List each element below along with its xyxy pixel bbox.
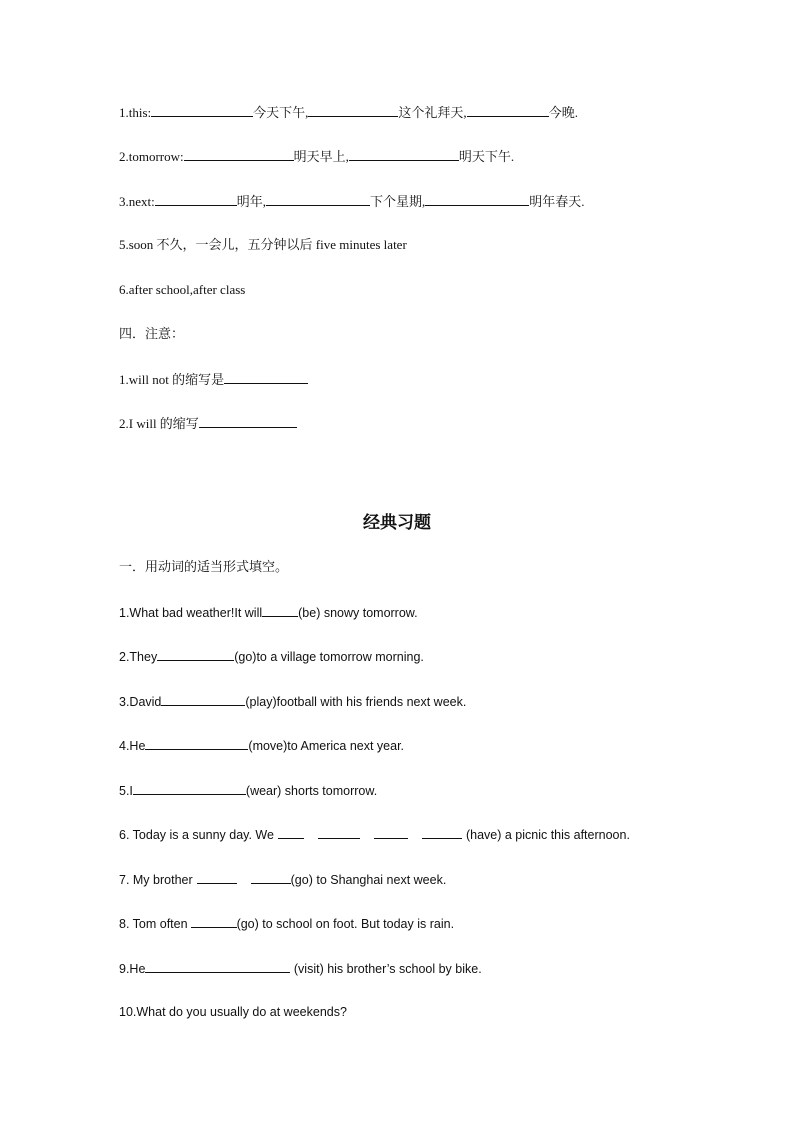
answer-blank[interactable] [151, 103, 253, 117]
vocab-label: 3.next: [119, 194, 155, 209]
answer-blank[interactable] [262, 603, 298, 617]
question-7 [119, 870, 446, 889]
answer-blank[interactable] [374, 825, 408, 839]
question-9 [119, 959, 482, 978]
question-text: (go) to school on foot. But today is rain. [236, 917, 455, 931]
vocab-phrase: 明年, [236, 194, 267, 209]
notes-heading: 四．注意： [119, 326, 185, 341]
question-text: 2.They [119, 650, 158, 664]
answer-blank[interactable] [133, 781, 246, 795]
question-text: 9.He [119, 962, 146, 976]
answer-blank[interactable] [318, 825, 360, 839]
question-text: 8. Tom often [119, 917, 188, 931]
question-text: (be) snowy tomorrow. [298, 606, 418, 620]
question-4 [119, 736, 404, 755]
question-text: (go) to Shanghai next week. [290, 873, 447, 887]
answer-blank[interactable] [199, 414, 297, 428]
question-text: 1.What bad weather!It will [119, 606, 263, 620]
exercise-title: 经典习题 [363, 513, 431, 533]
answer-blank[interactable] [145, 959, 290, 973]
answer-blank[interactable] [308, 103, 398, 117]
note-text: 2.I will 的缩写 [119, 416, 199, 431]
vocab-phrase: 明天下午. [458, 149, 515, 164]
answer-blank[interactable] [266, 192, 370, 206]
vocab-line-tomorrow [119, 147, 514, 166]
question-text: 7. My brother [119, 873, 193, 887]
question-text: 5.I [119, 784, 133, 798]
answer-blank[interactable] [155, 192, 237, 206]
answer-blank[interactable] [224, 370, 308, 384]
answer-blank[interactable] [349, 147, 459, 161]
vocab-line-this [119, 103, 578, 122]
note-line-1 [119, 370, 308, 389]
answer-blank[interactable] [425, 192, 529, 206]
vocab-label: 1.this: [119, 105, 152, 120]
vocab-label: 2.tomorrow: [119, 149, 184, 164]
answer-blank[interactable] [145, 736, 248, 750]
answer-blank[interactable] [422, 825, 462, 839]
vocab-phrase: 下个星期, [370, 194, 426, 209]
question-text: (visit) his brother’s school by bike. [290, 962, 482, 976]
answer-blank[interactable] [251, 870, 291, 884]
question-3 [119, 692, 466, 711]
question-text: (have) a picnic this afternoon. [465, 828, 630, 842]
question-text: (wear) shorts tomorrow. [245, 784, 378, 798]
question-10: 10.What do you usually do at weekends? [119, 1005, 347, 1019]
vocab-line-after: 6.after school,after class [119, 282, 246, 297]
vocab-phrase: 明年春天. [529, 194, 585, 209]
vocab-phrase: 明天早上, [293, 149, 349, 164]
question-text: (play)football with his friends next week. [245, 695, 467, 709]
question-text: (move)to America next year. [248, 739, 405, 753]
vocab-phrase: 今晚. [548, 105, 578, 120]
question-8 [119, 914, 454, 933]
question-2 [119, 647, 424, 666]
vocab-line-next [119, 192, 585, 211]
question-5 [119, 781, 377, 800]
answer-blank[interactable] [278, 825, 304, 839]
answer-blank[interactable] [191, 914, 237, 928]
answer-blank[interactable] [184, 147, 294, 161]
note-text: 1.will not 的缩写是 [119, 372, 225, 387]
note-line-2 [119, 414, 297, 433]
vocab-phrase: 今天下午, [253, 105, 309, 120]
question-text: 4.He [119, 739, 146, 753]
question-text: (go)to a village tomorrow morning. [234, 650, 424, 664]
question-1 [119, 603, 418, 622]
question-6 [119, 825, 630, 844]
vocab-line-soon: 5.soon 不久，一会儿，五分钟以后 five minutes later [119, 237, 407, 252]
answer-blank[interactable] [467, 103, 549, 117]
question-text: 3.David [119, 695, 162, 709]
answer-blank[interactable] [161, 692, 245, 706]
vocab-phrase: 这个礼拜天, [398, 105, 467, 120]
answer-blank[interactable] [197, 870, 237, 884]
answer-blank[interactable] [157, 647, 234, 661]
exercise-section-heading: 一．用动词的适当形式填空。 [119, 559, 289, 574]
question-text: 6. Today is a sunny day. We [119, 828, 274, 842]
